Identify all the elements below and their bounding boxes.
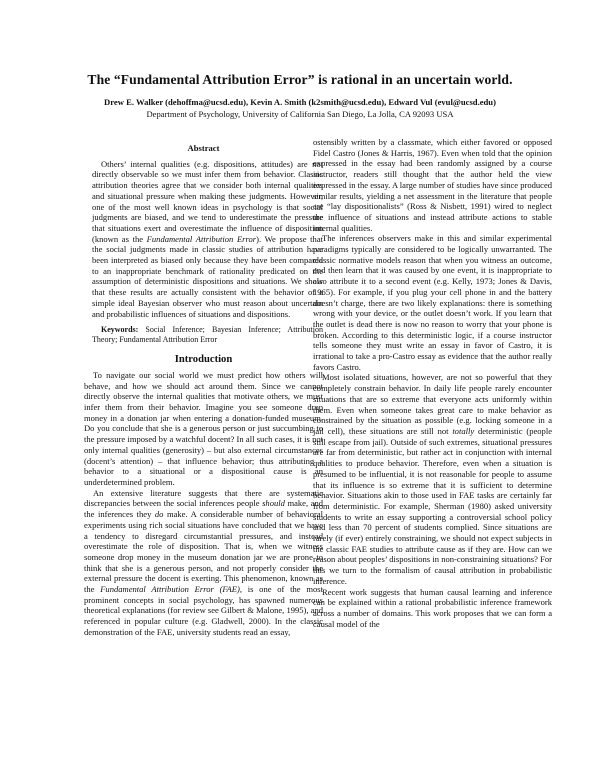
affiliation: Department of Psychology, University of California San Diego, La Jolla, CA 92093 USA [146, 109, 454, 119]
paper-title: The “Fundamental Attribution Error” is rational in an uncertain world. [87, 72, 513, 87]
abstract-heading: Abstract [187, 143, 220, 153]
abstract-body [92, 159, 323, 320]
right-paragraph-1: ostensibly written by a classmate, which either favored or opposed Fidel Castro (Jones & Harris, 1967). Even when told that the opinion expressed in the essay had been randomly assigned by a course instructor, readers still thought that the author held the view expressed in the essay. A large number of studies have since produced similar results, yielding a net assessment in the literature that people are “lay dispositionalists” (Ross & Nisbett, 1991) wired to neglect the influence of situations and instead attribute actions to stable internal qualities. [313, 137, 553, 233]
keywords-label: Keywords: [101, 325, 139, 335]
intro-paragraph-1: To navigate our social world we must predict how others will behave, and how we should act around them. Since we cannot directly observe the internal qualities that motivate others, we must infer them from their behavior. Imagine you see someone drop money in a donation jar when entering a donation-funded museum. Do you conclude that she is a generous person or just succumbing to the pressure imposed by a watchful docent? In all such cases, it is not only internal qualities (generosity) – but also external circumstances (docent’s attention) – that influence behavior; thus attributing a behavior to a situational or a dispositional cause is an underdetermined problem. [84, 369, 323, 487]
introduction-heading: Introduction [174, 354, 233, 366]
left-column [84, 143, 323, 638]
keywords-text: Social Inference; Bayesian Inference; Attribution Theory; Fundamental Attribution Error [92, 325, 323, 345]
intro-paragraph-2: An extensive literature suggests that there are systematic discrepancies between the social inferences people should make, and the inferences they do make. A considerable number of behavioral experiments using rich social situations have concluded that we have a tendency to disregard circumstantial pressures, and instead overestimate the role of disposition. That is, when we witness someone drop money in the museum donation jar we are prone to think that she is a generous person, and not properly consider the external pressure the docent is exerting. This phenomenon, known as the Fundamental Attribution Error (FAE), is one of the most prominent concepts in social psychology, has spawned numerous theoretical explanations (for review see Gilbert & Malone, 1995), and referenced in popular culture (e.g. Gladwell, 2000). In the classic demonstration of the FAE, university students read an essay, [84, 487, 323, 637]
author-list: Drew E. Walker (dehoffma@ucsd.edu), Kevin A. Smith (k2smith@ucsd.edu), Edward Vul (evul@ucsd.edu) [104, 97, 496, 107]
abstract-paragraph: Others’ internal qualities (e.g. dispositions, attitudes) are not directly observable so we must infer them from behavior. Classic attribution theories agree that we consider both internal qualities and situational pressure when making these judgments. However, one of the most well known ideas in psychology is that social judgments are biased, and we tend to underestimate the pressure that situations exert and overestimate the influence of disposition (known as the Fundamental Attribution Error). We propose that the social judgments made in classic studies of attribution have been interpreted as biased only because they have been compared to an inappropriate benchmark of rationality predicated on the assumption of deterministic dispositions and situations. We show that these results are actually consistent with the behavior of a simple ideal Bayesian observer who must reason about uncertain and probabilistic influences of situations and dispositions. [92, 158, 323, 319]
right-paragraph-3: Most isolated situations, however, are not so powerful that they completely constrain behavior. In daily life people rarely encounter situations that are so extreme that everyone acts uniformly within them. Even when someone takes great care to make behavior as constrained by the situation as possible (e.g. locking someone in a jail cell), these situations are still not totally deterministic (people still escape from jail). Outside of such extremes, situational pressures are far from deterministic, but rather act in conjunction with internal qualities to produce behavior. Therefore, even when a situation is presumed to be influential, it is not reasonable for people to assume that its influence is so extreme that it is sufficient to determine behavior. Situations akin to those used in FAE tasks are certainly far from deterministic. For example, Sherman (1980) asked university students to write an essay supporting a controversial school policy and less than 70 percent of students complied. Since situations are rarely (if ever) entirely constraining, we should not expect subjects in the classic FAE studies to attribute cause as if they are. How can we reason about peoples’ dispositions in non-constraining situations? For this we turn to the formalism of causal attribution in probabilistic inference. [313, 372, 552, 586]
right-paragraph-4: Recent work suggests that human causal learning and inference can be explained within a rational probabilistic inference framework across a number of domains. This work proposes that we can form a causal model of the [313, 586, 552, 629]
keywords [92, 325, 323, 345]
right-column [313, 137, 552, 629]
right-paragraph-2: The inferences observers make in this and similar experimental paradigms typically are considered to be logically unwarranted. The classic normative models reason that when you witness an outcome, and then learn that it was caused by one event, it is inappropriate to also attribute it to a second event (e.g. Kelly, 1973; Jones & Davis, 1965). For example, if you plug your cell phone in and the battery doesn’t charge, there are two likely explanations: there is something wrong with your device, or the outlet doesn’t work. If you learn that the outlet is dead there is now no reason to worry that your phone is broken. According to this deterministic logic, if a course instructor tells someone they must write an essay in favor of Castro, it is irrational to take a pro-Castro essay as evidence that the author really favors Castro. [313, 233, 552, 372]
